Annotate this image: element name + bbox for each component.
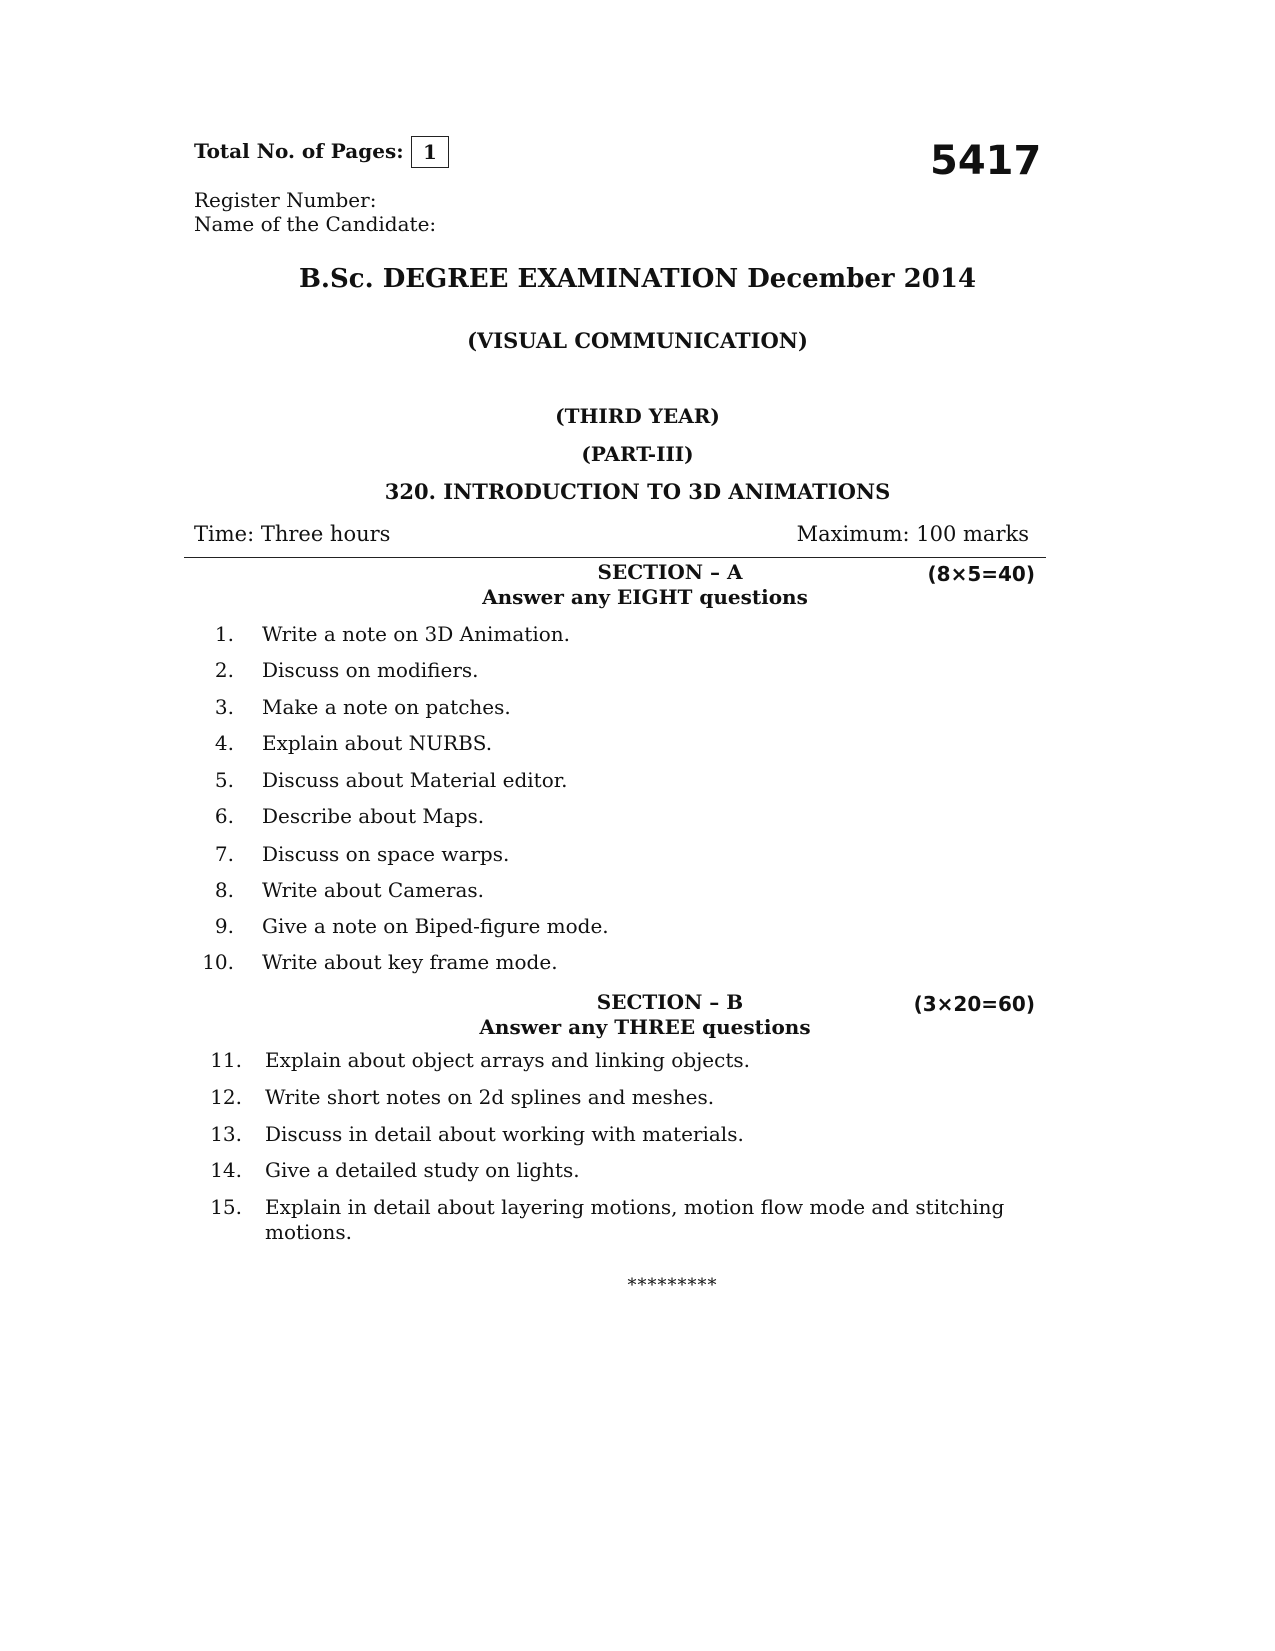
question-text: Discuss on modifiers. xyxy=(262,658,479,682)
question-text: Write short notes on 2d splines and meshes. xyxy=(265,1085,715,1109)
paper-code: 5417 xyxy=(930,138,1042,184)
question-number: 2. xyxy=(214,658,234,682)
question-number: 13. xyxy=(210,1122,242,1146)
question-text: Write a note on 3D Animation. xyxy=(262,622,570,646)
question-number: 6. xyxy=(214,804,234,828)
question-text: Discuss in detail about working with materials. xyxy=(265,1122,744,1146)
course-title: 320. INTRODUCTION TO 3D ANIMATIONS xyxy=(384,479,891,504)
question-number: 14. xyxy=(210,1158,242,1182)
question-text: Give a detailed study on lights. xyxy=(265,1158,580,1182)
question-text: Explain about object arrays and linking objects. xyxy=(265,1048,750,1072)
question-text: Describe about Maps. xyxy=(262,804,485,828)
maximum-marks: Maximum: 100 marks xyxy=(796,522,1029,546)
question-number: 3. xyxy=(214,695,234,719)
question-text: Make a note on patches. xyxy=(262,695,511,719)
question-text: Explain about NURBS. xyxy=(262,731,493,755)
question-number: 12. xyxy=(210,1085,242,1109)
question-number: 1. xyxy=(214,622,234,646)
section-b-instruction: Answer any THREE questions xyxy=(479,1015,811,1039)
question-number: 5. xyxy=(214,768,234,792)
exam-subject: (VISUAL COMMUNICATION) xyxy=(467,328,808,353)
total-pages-label: Total No. of Pages: xyxy=(194,139,404,163)
question-text: Write about Cameras. xyxy=(262,878,485,902)
question-text: Write about key frame mode. xyxy=(262,950,558,974)
exam-year: (THIRD YEAR) xyxy=(555,404,720,428)
exam-duration: Time: Three hours xyxy=(194,522,391,546)
section-b-heading: SECTION – B xyxy=(596,990,744,1014)
candidate-name-label: Name of the Candidate: xyxy=(194,212,437,236)
question-number: 7. xyxy=(214,842,234,866)
total-pages-value: 1 xyxy=(411,136,449,168)
section-a-marks: (8×5=40) xyxy=(927,562,1035,586)
question-text: Explain in detail about layering motions, motion flow mode and stitching motions. xyxy=(265,1195,1005,1244)
question-text: Give a note on Biped-figure mode. xyxy=(262,914,609,938)
question-number: 9. xyxy=(214,914,234,938)
question-number: 4. xyxy=(214,731,234,755)
section-a-instruction: Answer any EIGHT questions xyxy=(482,585,808,609)
register-number-label: Register Number: xyxy=(194,188,377,212)
question-number: 15. xyxy=(210,1195,242,1219)
end-of-paper-mark: ********* xyxy=(627,1275,718,1296)
question-number: 11. xyxy=(210,1048,242,1072)
section-b-marks: (3×20=60) xyxy=(913,992,1035,1016)
exam-part: (PART-III) xyxy=(581,442,694,466)
question-text: Discuss about Material editor. xyxy=(262,768,568,792)
question-number: 10. xyxy=(202,950,234,974)
exam-title: B.Sc. DEGREE EXAMINATION December 2014 xyxy=(298,264,977,294)
question-number: 8. xyxy=(214,878,234,902)
header-divider xyxy=(184,557,1046,558)
question-text: Discuss on space warps. xyxy=(262,842,510,866)
section-a-heading: SECTION – A xyxy=(597,560,743,584)
